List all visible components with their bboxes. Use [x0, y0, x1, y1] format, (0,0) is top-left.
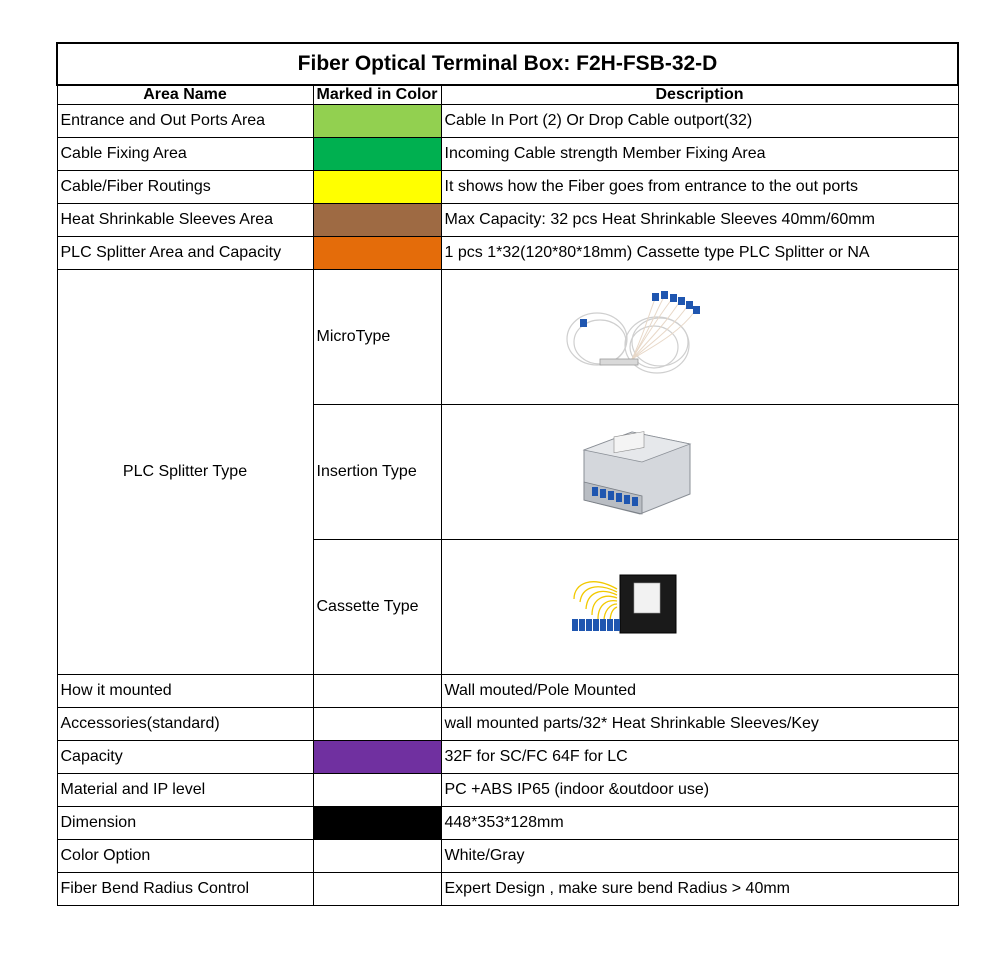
splitter-type-name: MicroType [313, 270, 441, 405]
description: 1 pcs 1*32(120*80*18mm) Cassette type PLC Splitter or NA [441, 237, 958, 270]
table-row [57, 807, 958, 840]
table-title: Fiber Optical Terminal Box: F2H-FSB-32-D [57, 43, 958, 85]
table-row [57, 741, 958, 774]
area-name: Dimension [57, 807, 313, 840]
insertion-splitter-icon [562, 422, 712, 522]
table-row [57, 873, 958, 906]
color-swatch [313, 105, 441, 138]
description: Wall mouted/Pole Mounted [441, 675, 958, 708]
description: Max Capacity: 32 pcs Heat Shrinkable Sleeves 40mm/60mm [441, 204, 958, 237]
description: White/Gray [441, 840, 958, 873]
color-swatch [313, 138, 441, 171]
color-swatch [313, 708, 441, 741]
area-name: Heat Shrinkable Sleeves Area [57, 204, 313, 237]
table-row [57, 774, 958, 807]
color-swatch [313, 807, 441, 840]
splitter-image-cell [441, 405, 958, 540]
color-swatch [313, 171, 441, 204]
color-swatch [313, 873, 441, 906]
table-row [57, 840, 958, 873]
area-name: Entrance and Out Ports Area [57, 105, 313, 138]
area-name: Accessories(standard) [57, 708, 313, 741]
header-area-name: Area Name [57, 85, 313, 105]
header-marked-in-color: Marked in Color [313, 85, 441, 105]
cassette-splitter-icon [562, 557, 712, 657]
table-row [57, 675, 958, 708]
splitter-image-cell [441, 270, 958, 405]
splitter-image-cell [441, 540, 958, 675]
splitter-type-name: Insertion Type [313, 405, 441, 540]
description: Expert Design , make sure bend Radius > 40mm [441, 873, 958, 906]
header-description: Description [441, 85, 958, 105]
description: PC +ABS IP65 (indoor &outdoor use) [441, 774, 958, 807]
description: Incoming Cable strength Member Fixing Area [441, 138, 958, 171]
description: 448*353*128mm [441, 807, 958, 840]
color-swatch [313, 774, 441, 807]
area-name: Fiber Bend Radius Control [57, 873, 313, 906]
splitter-row-micro [57, 270, 958, 405]
table-row [57, 138, 958, 171]
area-name: Material and IP level [57, 774, 313, 807]
table-row [57, 708, 958, 741]
area-name: Cable Fixing Area [57, 138, 313, 171]
micro-splitter-icon [562, 287, 712, 387]
table-row [57, 237, 958, 270]
color-swatch [313, 204, 441, 237]
description: Cable In Port (2) Or Drop Cable outport(32) [441, 105, 958, 138]
splitter-type-name: Cassette Type [313, 540, 441, 675]
color-swatch [313, 840, 441, 873]
table-row [57, 105, 958, 138]
description: It shows how the Fiber goes from entrance to the out ports [441, 171, 958, 204]
area-name: How it mounted [57, 675, 313, 708]
color-swatch [313, 741, 441, 774]
area-name: PLC Splitter Area and Capacity [57, 237, 313, 270]
table-row [57, 204, 958, 237]
description: wall mounted parts/32* Heat Shrinkable Sleeves/Key [441, 708, 958, 741]
area-name: Color Option [57, 840, 313, 873]
spec-table [56, 42, 959, 906]
table-row [57, 171, 958, 204]
color-swatch [313, 675, 441, 708]
area-name: Capacity [57, 741, 313, 774]
color-swatch [313, 237, 441, 270]
area-name: Cable/Fiber Routings [57, 171, 313, 204]
splitter-type-label: PLC Splitter Type [57, 270, 313, 675]
description: 32F for SC/FC 64F for LC [441, 741, 958, 774]
